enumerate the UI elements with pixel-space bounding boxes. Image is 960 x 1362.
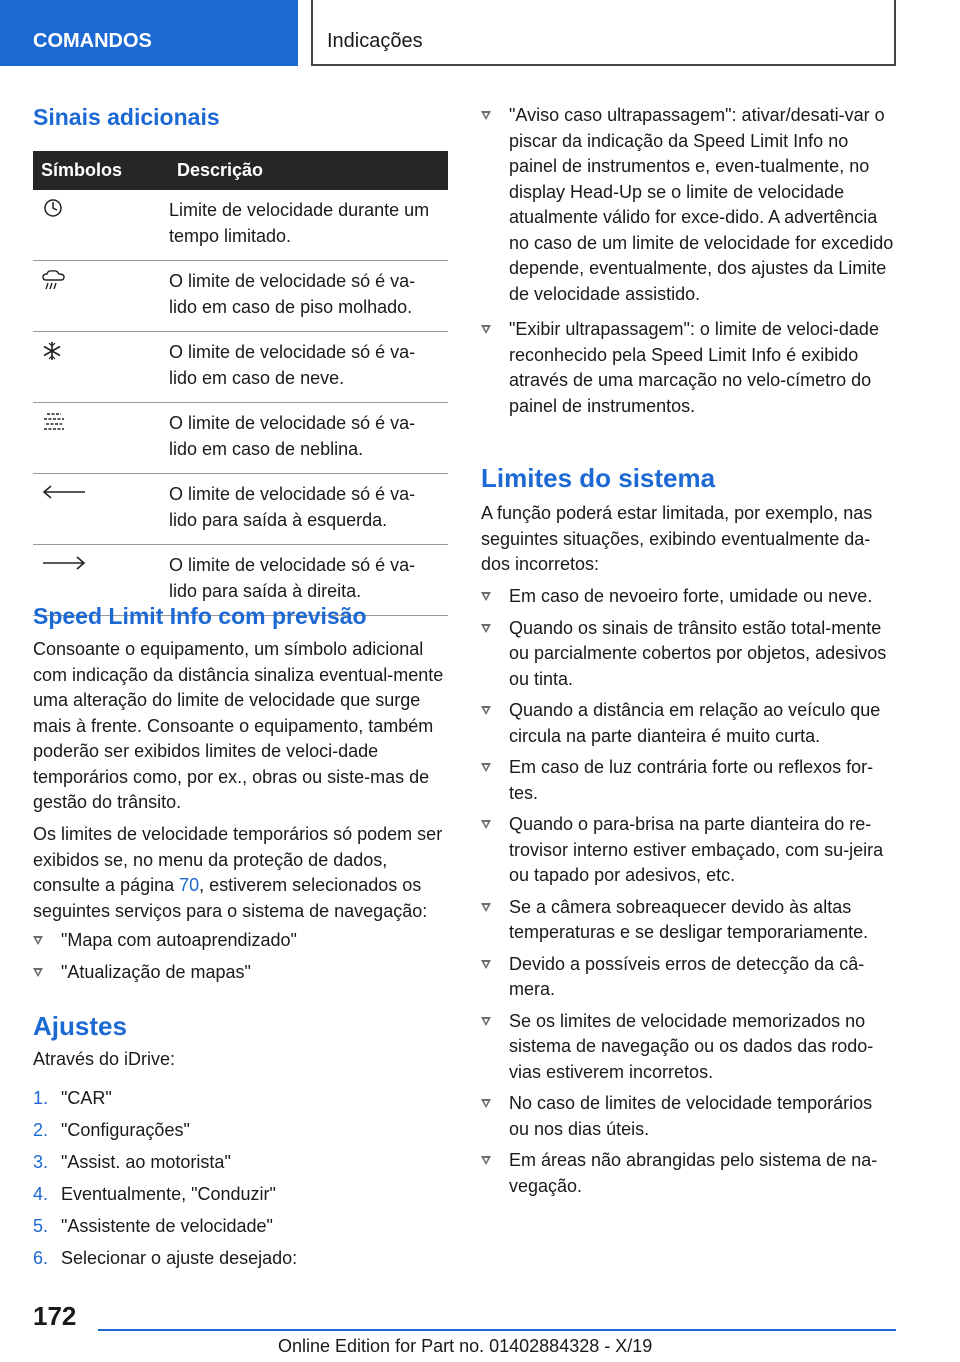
arrow-left-icon <box>41 482 87 502</box>
section-title-limites: Limites do sistema <box>481 463 716 493</box>
footer-divider <box>98 1329 896 1331</box>
ajustes-intro: Através do iDrive: <box>33 1049 176 1069</box>
bullet-triangle-icon <box>481 1017 491 1026</box>
list-item: Em caso de nevoeiro forte, umidade ou neve. <box>481 584 895 610</box>
bullet-triangle-icon <box>481 111 491 120</box>
snowflake-icon <box>41 340 63 362</box>
list-item: 4. Eventualmente, "Conduzir" <box>33 1184 276 1204</box>
list-item: Em caso de luz contrária forte ou reflexos for-tes. <box>481 755 895 806</box>
list-item: 5. "Assistente de velocidade" <box>33 1216 273 1236</box>
bullet-triangle-icon <box>481 1156 491 1165</box>
symbol-cell <box>33 332 169 403</box>
description-cell: Limite de velocidade durante um tempo limitado. <box>169 190 448 261</box>
table-row <box>33 332 448 403</box>
bullet-triangle-icon <box>481 820 491 829</box>
fog-icon <box>41 411 67 433</box>
bullet-triangle-icon <box>481 592 491 601</box>
list-item: "Exibir ultrapassagem": o limite de veloci-dade reconhecido pela Speed Limit Info é exibido através de uma marcação no velo-címetro do painel de instrumentos. <box>481 317 895 419</box>
list-item: Quando o para-brisa na parte dianteira do re-trovisor interno estiver embaçado, com su-jeira ou tapado por adesivos, etc. <box>481 812 895 889</box>
section-tab[interactable]: COMANDOS <box>0 0 298 66</box>
symbols-table <box>33 151 448 616</box>
symbol-cell <box>33 474 169 545</box>
list-item: No caso de limites de velocidade temporários ou nos dias úteis. <box>481 1091 895 1142</box>
bullet-triangle-icon <box>481 325 491 334</box>
description-cell: O limite de velocidade só é va-lido para saída à esquerda. <box>169 474 448 545</box>
table-row <box>33 261 448 332</box>
paragraph-forecast: Consoante o equipamento, um símbolo adicional com indicação da distância sinaliza eventual-mente uma alteração do limite de velocidade que surge mais à frente. Consoante o equipamento, também poderão ser exibidos limites de veloci-dade temporários como, por ex., obras ou siste-mas de gestão do trânsito. <box>33 639 444 812</box>
list-item: Em áreas não abrangidas pelo sistema de na-vegação. <box>481 1148 895 1199</box>
table-row <box>33 474 448 545</box>
symbol-cell <box>33 403 169 474</box>
list-item: 2. "Configurações" <box>33 1120 190 1140</box>
subsection-tab[interactable]: Indicações <box>311 0 896 66</box>
limites-intro: A função poderá estar limitada, por exemplo, nas seguintes situações, exibindo eventualmente da-dos incorretos: <box>481 503 873 574</box>
table-header-description: Descrição <box>169 151 448 190</box>
list-item: 3. "Assist. ao motorista" <box>33 1152 231 1172</box>
description-cell: O limite de velocidade só é va-lido em caso de neve. <box>169 332 448 403</box>
list-item: 1. "CAR" <box>33 1088 112 1108</box>
bullet-triangle-icon <box>481 624 491 633</box>
rain-cloud-icon <box>41 269 67 291</box>
settings-options-list <box>481 103 895 425</box>
bullet-triangle-icon <box>481 706 491 715</box>
description-cell: O limite de velocidade só é va-lido em caso de piso molhado. <box>169 261 448 332</box>
services-list <box>33 928 448 991</box>
list-item: Quando a distância em relação ao veículo que circula na parte dianteira é muito curta. <box>481 698 895 749</box>
list-item: Se a câmera sobreaquecer devido às altas temperaturas e se desligar temporariamente. <box>481 895 895 946</box>
page-link[interactable]: 70 <box>179 875 200 895</box>
symbol-cell <box>33 261 169 332</box>
list-item: Devido a possíveis erros de detecção da câ-mera. <box>481 952 895 1003</box>
section-title-sinais: Sinais adicionais <box>33 104 220 130</box>
section-title-speed-limit: Speed Limit Info com previsão <box>33 603 367 629</box>
bullet-triangle-icon <box>481 1099 491 1108</box>
bullet-triangle-icon <box>481 960 491 969</box>
section-title-ajustes: Ajustes <box>33 1011 127 1041</box>
paragraph-text: , estiverem selecionados os seguintes serviços para o sistema de navegação: <box>33 875 428 921</box>
description-cell: O limite de velocidade só é va-lido para saída à direita. <box>169 545 448 616</box>
table-header-symbols: Símbolos <box>33 151 169 190</box>
table-header-row <box>33 151 448 190</box>
bullet-triangle-icon <box>33 936 43 945</box>
list-item: "Aviso caso ultrapassagem": ativar/desati-var o piscar da indicação da Speed Limit Info no painel de instrumentos e, even-tualmente, no display Head-Up se o limite de velocidade atualmente válido for exce-dido. A advertência no caso de um limite de velocidade for excedido depende, eventualmente, dos ajustes da Limite de velocidade assistido. <box>481 103 895 307</box>
clock-icon <box>41 198 65 218</box>
arrow-right-icon <box>41 553 87 573</box>
symbol-cell <box>33 190 169 261</box>
list-item: "Mapa com autoaprendizado" <box>33 928 448 954</box>
paragraph-text: Os limites de velocidade temporários só podem ser exibidos se, no menu da proteção de dados, consulte a página <box>33 824 443 895</box>
list-item: Quando os sinais de trânsito estão total-mente ou parcialmente cobertos por objetos, adesivos ou tinta. <box>481 616 895 693</box>
list-item: Se os limites de velocidade memorizados no sistema de navegação ou os dados das rodo-vias estiverem incorretos. <box>481 1009 895 1086</box>
footer-edition: Online Edition for Part no. 01402884328 - X/19 <box>278 1336 653 1356</box>
description-cell: O limite de velocidade só é va-lido em caso de neblina. <box>169 403 448 474</box>
list-item: "Atualização de mapas" <box>33 960 448 986</box>
table-row <box>33 403 448 474</box>
bullet-triangle-icon <box>481 903 491 912</box>
limitations-list <box>481 584 895 1205</box>
bullet-triangle-icon <box>33 968 43 977</box>
table-row <box>33 190 448 261</box>
bullet-triangle-icon <box>481 763 491 772</box>
paragraph-temporary-limits <box>33 822 448 924</box>
list-item: 6. Selecionar o ajuste desejado: <box>33 1248 298 1268</box>
page-number: 172 <box>33 1301 77 1331</box>
steps-list <box>33 1086 448 1278</box>
